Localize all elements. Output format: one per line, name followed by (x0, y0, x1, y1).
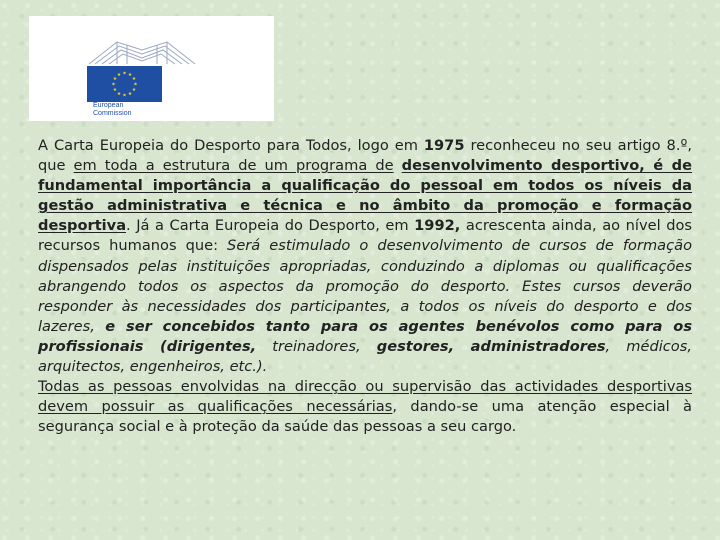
year-1975: 1975 (423, 137, 465, 154)
logo-line-european: European (93, 102, 124, 109)
text-run: . Já a Carta Europeia do Desporto, em (126, 217, 415, 235)
text-run: reconheceu no seu artigo 8.º, que (38, 137, 692, 175)
underlined-text: em toda a estrutura de um programa de (73, 157, 394, 175)
text-run: , dando-se uma atenção especial à segurança social e à proteção da saúde das pessoas a seu cargo. (38, 398, 693, 436)
paragraph-qualificacoes (38, 377, 692, 437)
logo-wordmark (93, 102, 163, 118)
year-1992: 1992, (414, 217, 461, 235)
quote-italic: treinadores, (256, 337, 377, 355)
text-run: A Carta Europeia do Desporto para Todos, logo em (38, 137, 424, 154)
paragraph-carta-europeia (38, 136, 692, 377)
text-run: acrescenta ainda, ao nível dos recursos humanos que: (38, 217, 692, 255)
underlined-text: Todas as pessoas envolvidas na direcção ou supervisão das actividades desportivas devem possuir as qualificações necessárias (38, 378, 692, 416)
document-body (38, 136, 692, 437)
logo-line-commission: Commission (93, 110, 132, 117)
quote-italic: , médicos, arquitectos, engenheiros, etc.). (38, 337, 692, 376)
underlined-bold-text: desenvolvimento desportivo, é de fundamental importância a qualificação do pessoal em todos os níveis da gestão administrativa e técnica e no âmbito da promoção e formação desportiva (38, 157, 693, 235)
european-commission-logo (29, 16, 274, 121)
quote-italic: Será estimulado o desenvolvimento de cursos de formação dispensados pelas instituições apropriadas, conduzindo a diplomas ou qualificações abrangendo todos os aspectos da promoção do desporto. Estes cursos deverão responder às necessidades dos participantes, a todos os níveis do desporto e dos lazeres, (38, 237, 692, 335)
berlaymont-building-icon (87, 36, 197, 66)
eu-flag-icon (87, 66, 162, 102)
quote-bold-italic: e ser concebidos tanto para os agentes benévolos como para os profissionais (dirigentes, (38, 317, 693, 355)
quote-bold-italic: gestores, administradores (376, 337, 606, 355)
